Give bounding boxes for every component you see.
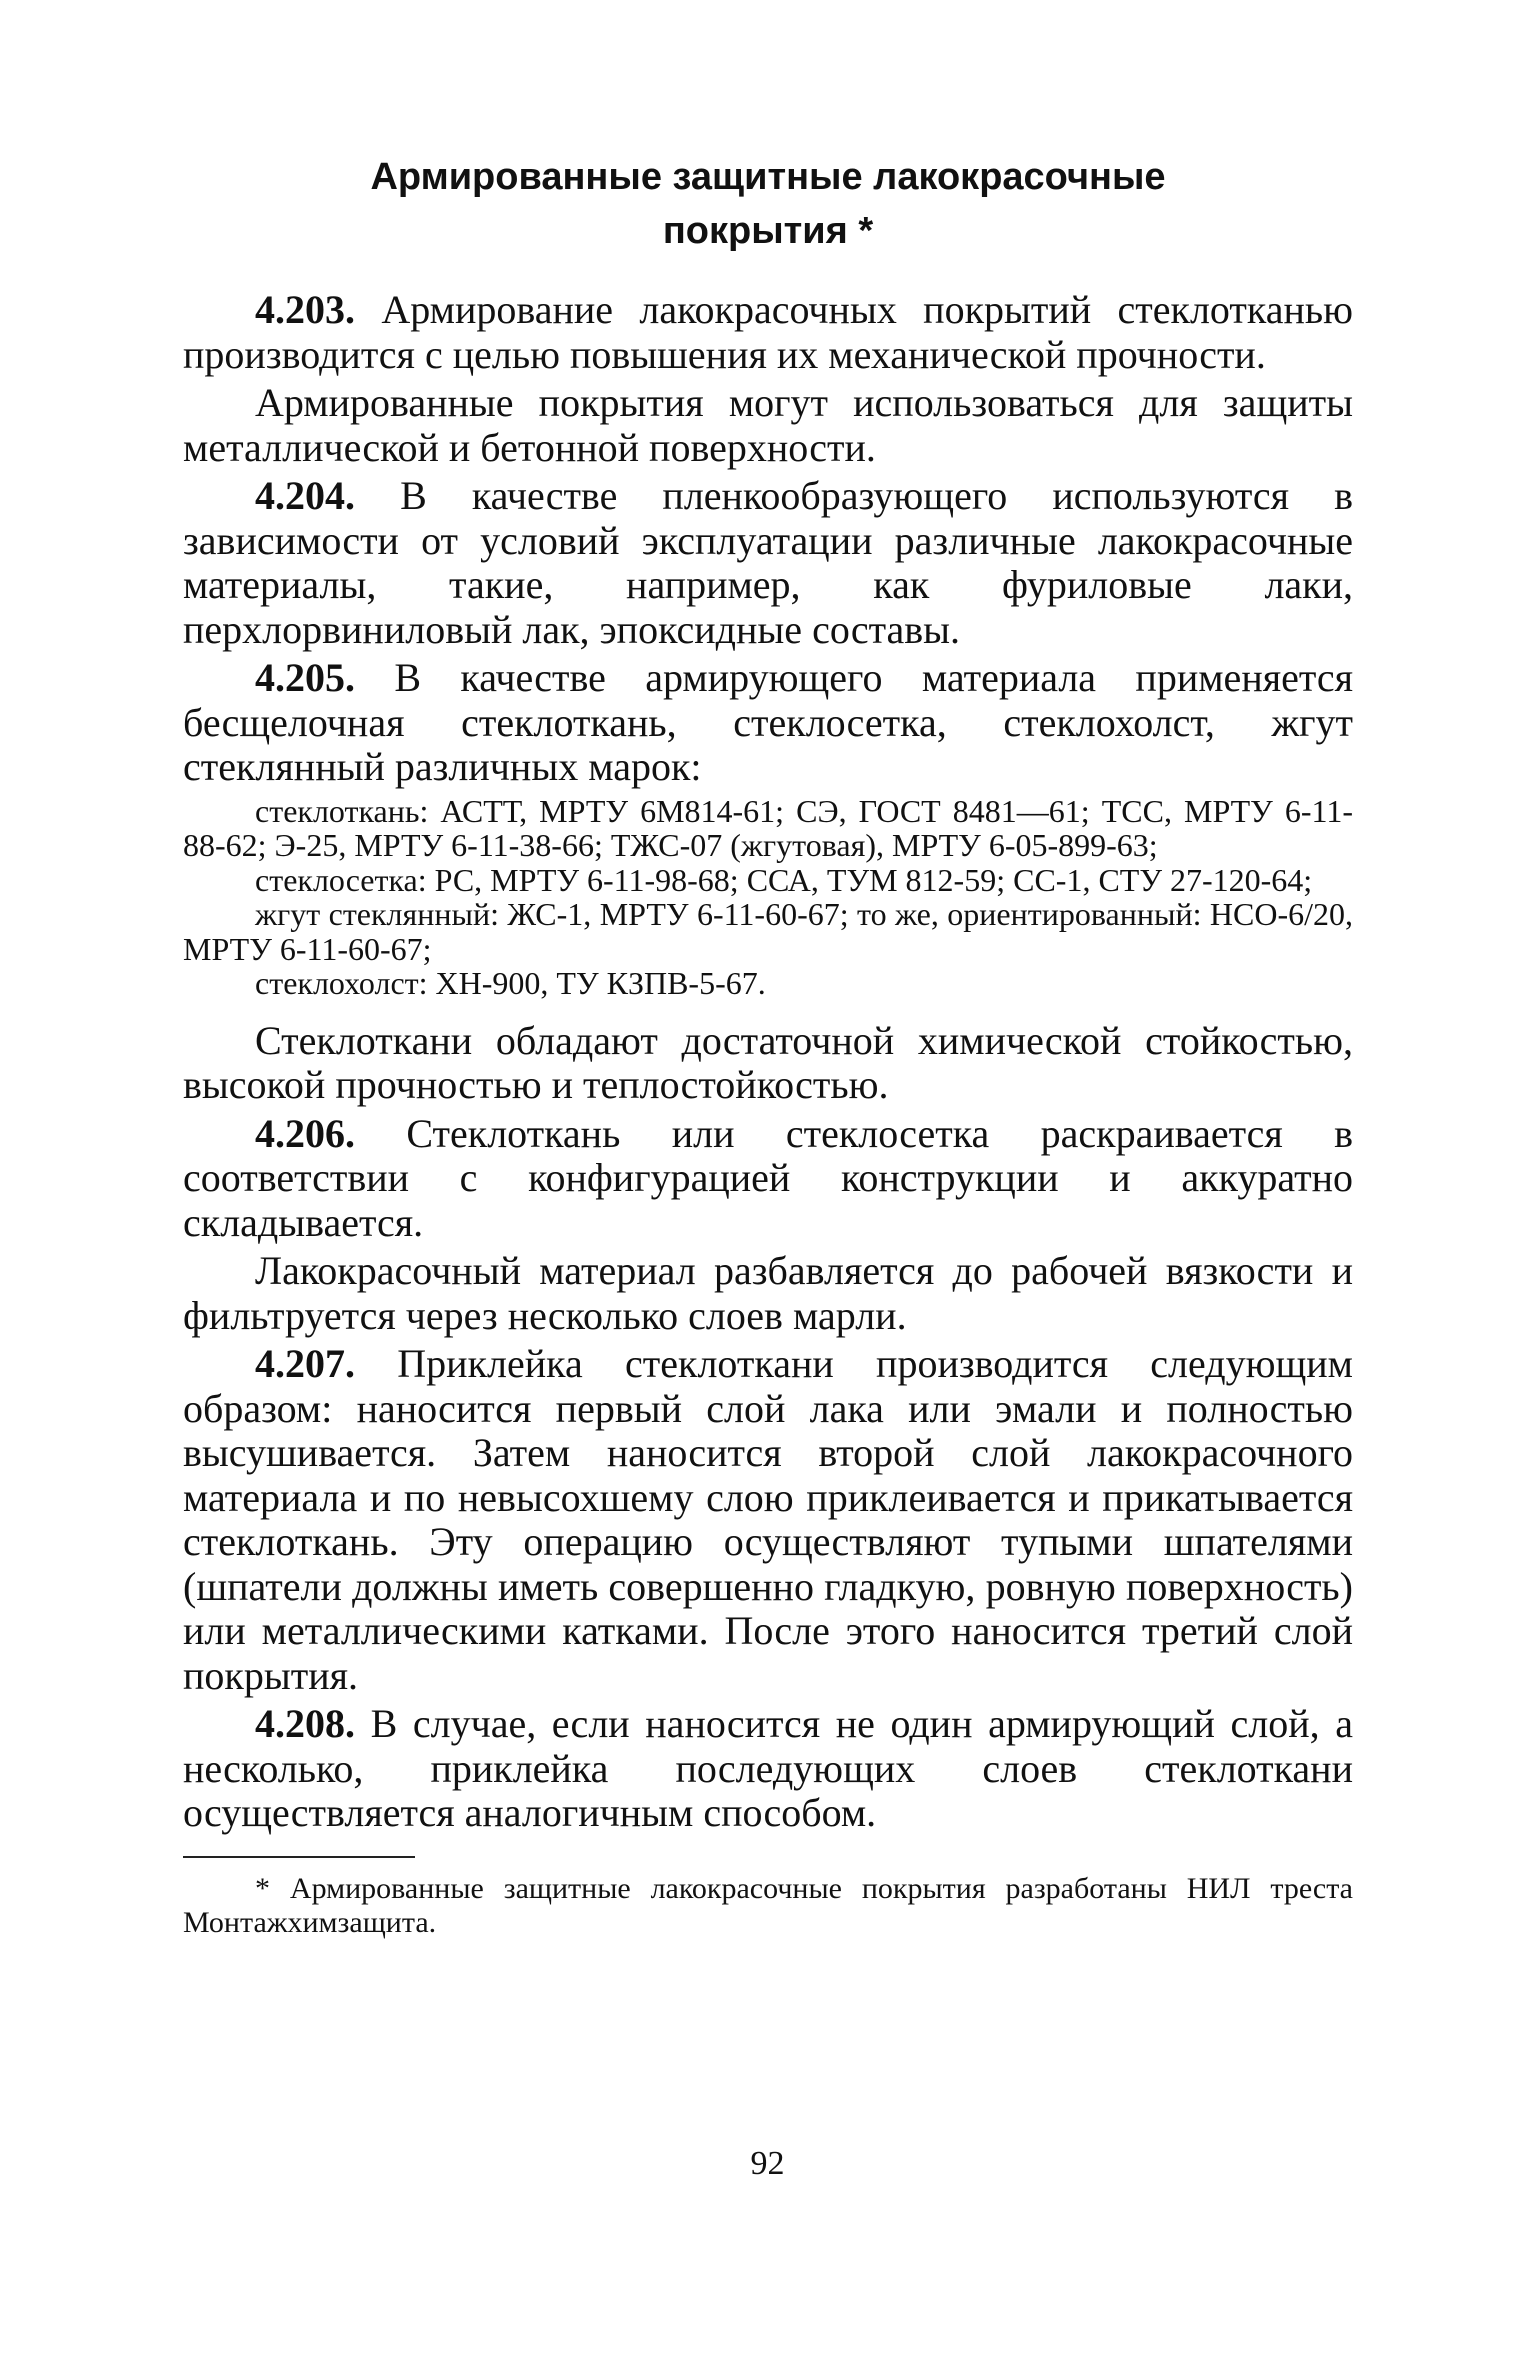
materials-list	[183, 794, 1353, 1001]
paragraph-reinforced-coatings: Армированные покрытия могут использоваться для защиты металлической и бетонной поверхности.	[183, 380, 1353, 470]
paragraph-text: Стеклоткань или стеклосетка раскраивается в соответствии с конфигурацией конструкции и аккуратно складывается.	[183, 1110, 1353, 1245]
material-item-glass-roving: жгут стеклянный: ЖС-1, МРТУ 6-11-60-67; то же, ориентированный: НСО-6/20, МРТУ 6-11-60-67;	[183, 896, 1353, 967]
material-item-glass-mat: стеклохолст: ХН-900, ТУ КЗПВ-5-67.	[255, 965, 766, 1001]
clause-number: 4.208.	[255, 1701, 355, 1746]
section-heading	[183, 150, 1353, 258]
page-number: 92	[750, 2145, 785, 2182]
paragraph-text: В случае, если наносится не один армирующий слой, а несколько, приклейка последующих слоев стеклоткани осуществляется аналогичным способом.	[183, 1701, 1353, 1835]
clause-number: 4.203.	[255, 287, 355, 332]
paragraph-4205	[183, 656, 1353, 790]
paragraph-text: В качестве армирующего материала применяется бесщелочная стеклоткань, стеклосетка, стеклохолст, жгут стеклянный различных марок:	[183, 655, 1353, 789]
paragraph-text: В качестве пленкообразующего используются в зависимости от условий эксплуатации различные лакокрасочные материалы, такие, например, как фуриловые лаки, перхлорвиниловый лак, эпоксидные составы.	[183, 473, 1353, 652]
clause-number: 4.206.	[255, 1110, 355, 1156]
heading-line-1: Армированные защитные лакокрасочные	[370, 156, 1166, 198]
paragraph-text: Приклейка стеклоткани производится следующим образом: наносится первый слой лака или эмали и полностью высушивается. Затем наносится второй слой лакокрасочного материала и по невысохшему слою приклеивается и прикатывается стеклоткань. Эту операцию осуществляют тупыми шпателями (шпатели должны иметь совершенно гладкую, ровную поверхность) или металлическими катками. После этого наносится третий слой покрытия.	[183, 1341, 1353, 1698]
paragraph-4206	[183, 1112, 1353, 1246]
paragraph-glass-fabrics: Стеклоткани обладают достаточной химической стойкостью, высокой прочностью и теплостойкостью.	[183, 1017, 1353, 1107]
footnote-divider	[183, 1856, 415, 1858]
paragraph-4208	[183, 1702, 1353, 1836]
paragraph-4207	[183, 1342, 1353, 1698]
footnote: * Армированные защитные лакокрасочные покрытия разработаны НИЛ треста Монтажхимзащита.	[183, 1871, 1353, 1939]
clause-number: 4.207.	[255, 1341, 355, 1386]
material-item-glass-mesh: стеклосетка: РС, МРТУ 6-11-98-68; ССА, ТУМ 812-59; СС-1, СТУ 27-120-64;	[255, 861, 1313, 898]
paragraph-paint-material: Лакокрасочный материал разбавляется до рабочей вязкости и фильтруется через несколько слоев марли.	[183, 1248, 1353, 1338]
paragraph-text: Армирование лакокрасочных покрытий стеклотканью производится с целью повышения их механической прочности.	[183, 287, 1353, 377]
paragraph-4204	[183, 474, 1353, 652]
clause-number: 4.205.	[255, 655, 355, 700]
document-page	[183, 150, 1353, 1940]
heading-line-2: покрытия *	[662, 210, 874, 252]
paragraph-4203	[183, 288, 1353, 377]
clause-number: 4.204.	[255, 473, 355, 518]
material-item-glass-fabric: стеклоткань: АСТТ, МРТУ 6М814-61; СЭ, ГОСТ 8481—61; ТСС, МРТУ 6-11-88-62; Э-25, МРТУ 6-11-38-66; ТЖС-07 (жгутовая), МРТУ 6-05-899-63;	[183, 792, 1353, 863]
